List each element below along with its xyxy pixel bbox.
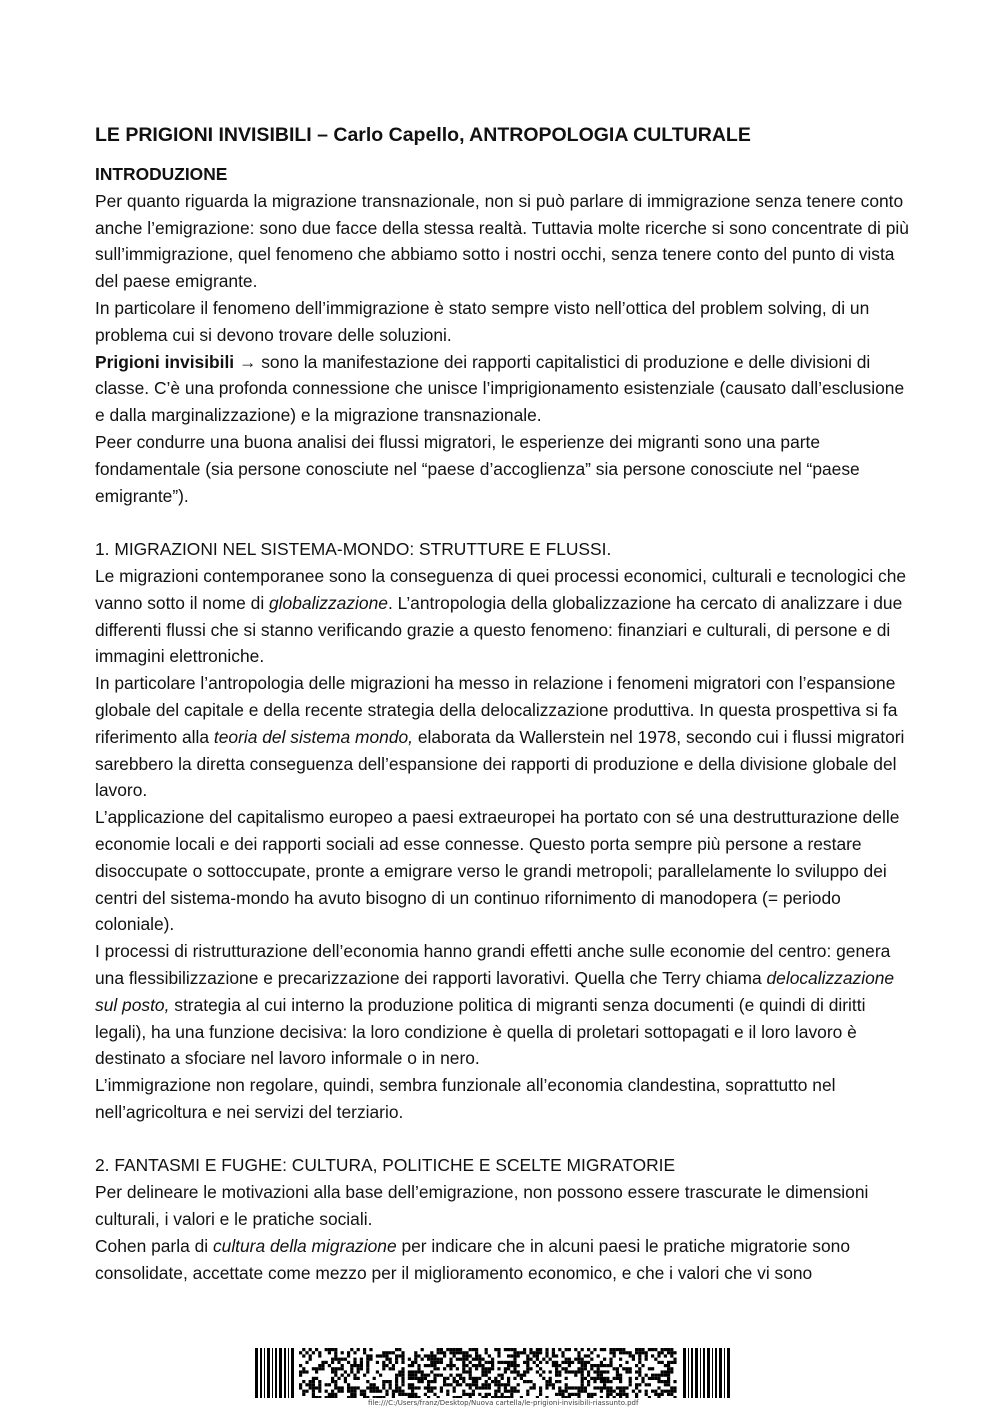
intro-paragraph-3-text: sono la manifestazione dei rapporti capitalistici di produzione e delle divisioni di classe. C’è una profonda connessione che unisce l’imprigionamento esistenziale (causato dall’esclusione e dalla marginalizzazione) e la migrazione transnazionale. — [95, 351, 905, 426]
text-run: Le migrazioni contemporanee sono la conseguenza di quei processi economici, culturali e tecnologici che vanno sotto il nome di — [95, 565, 907, 613]
document-body — [95, 121, 910, 1286]
document-title: LE PRIGIONI INVISIBILI – Carlo Capello, ANTROPOLOGIA CULTURALE — [95, 124, 751, 146]
text-run: I processi di ristrutturazione dell’economia hanno grandi effetti anche sulle economie del centro: genera una flessibilizzazione e precarizzazione dei rapporti lavorativi. Quella che Terry chiama — [95, 941, 891, 988]
text-run: per indicare che in alcuni paesi le pratiche migratorie sono consolidate, accettate come mezzo per il miglioramento economico, e che i valori che vi sono — [95, 1235, 850, 1283]
section-1-paragraph-2 — [95, 670, 910, 804]
section-2-heading: 2. FANTASMI E FUGHE: CULTURA, POLITICHE E SCELTE MIGRATORIE — [95, 1155, 676, 1176]
italic-term: teoria del sistema mondo, — [213, 726, 414, 747]
section-1-paragraph-1 — [95, 563, 910, 670]
file-path-footer: file:///C:/Users/franz/Desktop/Nuova cartella/le-prigioni-invisibili-riassunto.pdf — [368, 1399, 639, 1407]
barcode-graphic — [255, 1348, 733, 1398]
intro-heading: INTRODUZIONE — [95, 164, 228, 184]
text-run: strategia al cui interno la produzione politica di migranti senza documenti (e quindi di diritti legali), ha una funzione decisiva: la loro condizione è quella di proletari sottopagati e il loro lavoro è destinato a sfociare nel lavoro informale o in nero. — [95, 994, 866, 1069]
intro-paragraph-3 — [95, 349, 910, 429]
text-run: Cohen parla di — [95, 1235, 213, 1256]
spacer — [95, 509, 910, 536]
spacer — [95, 1126, 910, 1153]
italic-term: delocalizzazione sul posto, — [95, 967, 895, 1015]
barcode-icon — [255, 1348, 733, 1398]
arrow-icon: → — [234, 351, 262, 372]
prigioni-invisibili-term: Prigioni invisibili — [95, 351, 235, 372]
section-2-paragraph-2 — [95, 1233, 910, 1287]
section-1-paragraph-3: L’applicazione del capitalismo europeo a paesi extraeuropei ha portato con sé una destrutturazione delle economie locali e dei rapporti sociali ad esse connesse. Questo porta sempre più persone a restare disoccupate o sottoccupate, pronte a emigrare verso le grandi metropoli; parallelamente lo sviluppo dei centri del sistema-mondo ha avuto bisogno di un continuo rifornimento di manodopera (= periodo coloniale). — [95, 807, 900, 935]
text-run: elaborata da Wallerstein nel 1978, secondo cui i flussi migratori sarebbero la diretta conseguenza dell’espansione dei rapporti di produzione e della divisione globale del lavoro. — [95, 726, 905, 801]
text-run: In particolare l’antropologia delle migrazioni ha messo in relazione i fenomeni migratori con l’espansione globale del capitale e della recente strategia della delocalizzazione produttiva. In questa prospettiva si fa riferimento alla — [95, 673, 898, 747]
intro-paragraph-2: In particolare il fenomeno dell’immigrazione è stato sempre visto nell’ottica del problem solving, di un problema cui si devono trovare delle soluzioni. — [95, 297, 870, 345]
section-2-paragraph-1: Per delineare le motivazioni alla base dell’emigrazione, non possono essere trascurate le dimensioni culturali, i valori e le pratiche sociali. — [95, 1182, 869, 1230]
section-1-heading: 1. MIGRAZIONI NEL SISTEMA-MONDO: STRUTTURE E FLUSSI. — [95, 539, 612, 560]
intro-paragraph-1: Per quanto riguarda la migrazione transnazionale, non si può parlare di immigrazione senza tenere conto anche l’emigrazione: sono due facce della stessa realtà. Tuttavia molte ricerche si sono concentrate di più sull’immigrazione, quel fenomeno che abbiamo sotto i nostri occhi, senza tenere conto del punto di vista del paese emigrante. — [95, 190, 909, 292]
italic-term: globalizzazione — [269, 592, 388, 613]
italic-term: cultura della migrazione — [212, 1235, 397, 1256]
intro-paragraph-4: Peer condurre una buona analisi dei flussi migratori, le esperienze dei migranti sono una parte fondamentale (sia persone conosciute nel “paese d’accoglienza” sia persone conosciute nel “paese emigrante”). — [95, 431, 860, 506]
section-1-paragraph-4 — [95, 938, 910, 1072]
section-1-paragraph-5: L’immigrazione non regolare, quindi, sembra funzionale all’economia clandestina, soprattutto nel nell’agricoltura e nei servizi del terziario. — [95, 1075, 836, 1122]
text-run: . L’antropologia della globalizzazione ha cercato di analizzare i due differenti flussi che si stanno verificando grazie a questo fenomeno: finanziari e culturali, di persone e di immagini elettroniche. — [95, 592, 903, 667]
